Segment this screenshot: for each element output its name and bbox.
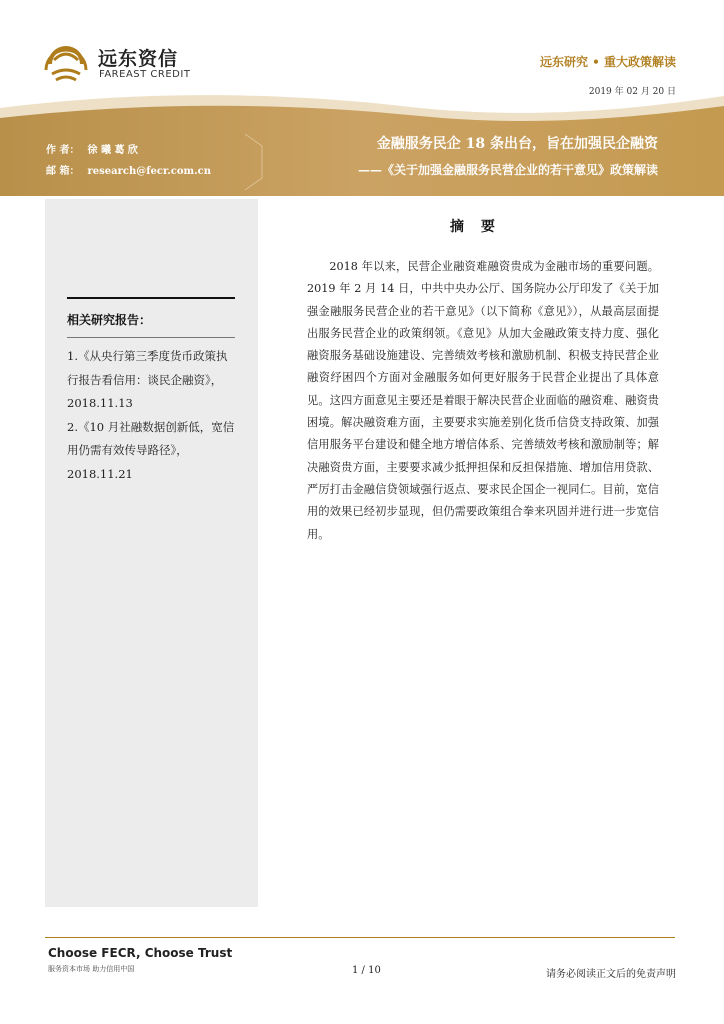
abstract-text: 2018 年以来，民营企业融资难融资贵成为金融市场的重要问题。2019 年 2 月 14 日，中共中央办公厅、国务院办公厅印发了《关于加强金融服务民营企业的若干意见》（以下简称《意见》），从最高层面提出服务民营企业的政策纲领。《意见》从加大金融政策支持力度、强化融资服务基础设施建设、完善绩效考核和激励机制、积极支持民营企业融资纾困四个方面对金融服务如何更好服务于民营企业提出了具体意见。这四方面意见主要还是着眼于解决民营企业面临的融资难、融资贵困境。解决融资难方面，主要要求实施差别化货币信贷支持政策、加强信用服务平台建设和健全地方增信体系、完善绩效考核和激励制等；解决融资贵方面，主要要求减少抵押担保和反担保措施、增加信用贷款、严厉打击金融信贷领域强行返点、要求民企国企一视同仁。目前，宽信用的效果已经初步显现，但仍需要政策组合拳来巩固并进行进一步宽信用。	[307, 260, 659, 541]
footer-rule	[45, 937, 675, 938]
related-reports-list	[67, 345, 237, 486]
related-report-item[interactable]: 2.《10 月社融数据创新低，宽信用仍需有效传导路径》，2018.11.21	[67, 419, 235, 481]
report-date: 2019 年 02 月 20 日	[588, 87, 676, 97]
related-report-item[interactable]: 1.《从央行第三季度货币政策执行报告看信用：谈民企融资》，2018.11.13	[67, 349, 228, 410]
author-line	[46, 141, 146, 156]
report-title: 金融服务民企 18 条出台，旨在加强民企融资	[376, 136, 658, 152]
company-logo	[42, 40, 212, 84]
sidebar-rule	[67, 297, 235, 299]
logo-text-en: FAREAST CREDIT	[99, 69, 191, 80]
sidebar	[45, 199, 258, 907]
email-line	[46, 162, 219, 177]
author-label: 作 者：	[46, 145, 80, 156]
email-label: 邮 箱：	[46, 166, 80, 177]
logo-text-cn: 远东资信	[98, 48, 179, 70]
footer-brand: Choose FECR, Choose Trust	[48, 946, 233, 960]
related-reports-heading: 相关研究报告：	[67, 313, 152, 327]
author-names: 徐 曦 葛 欣	[87, 145, 138, 156]
sidebar-divider	[67, 337, 235, 338]
report-subtitle: ——《关于加强金融服务民营企业的若干意见》政策解读	[357, 163, 658, 177]
page-number: 1 / 10	[352, 965, 381, 976]
footer-slogan: 服务资本市场 助力信用中国	[48, 965, 135, 973]
email-address[interactable]: research@fecr.com.cn	[87, 166, 211, 177]
disclaimer-note: 请务必阅读正文后的免责声明	[546, 969, 676, 980]
abstract-heading: 摘 要	[450, 219, 501, 235]
report-series: 远东研究 • 重大政策解读	[539, 55, 676, 69]
logo-mark-icon	[42, 40, 90, 84]
